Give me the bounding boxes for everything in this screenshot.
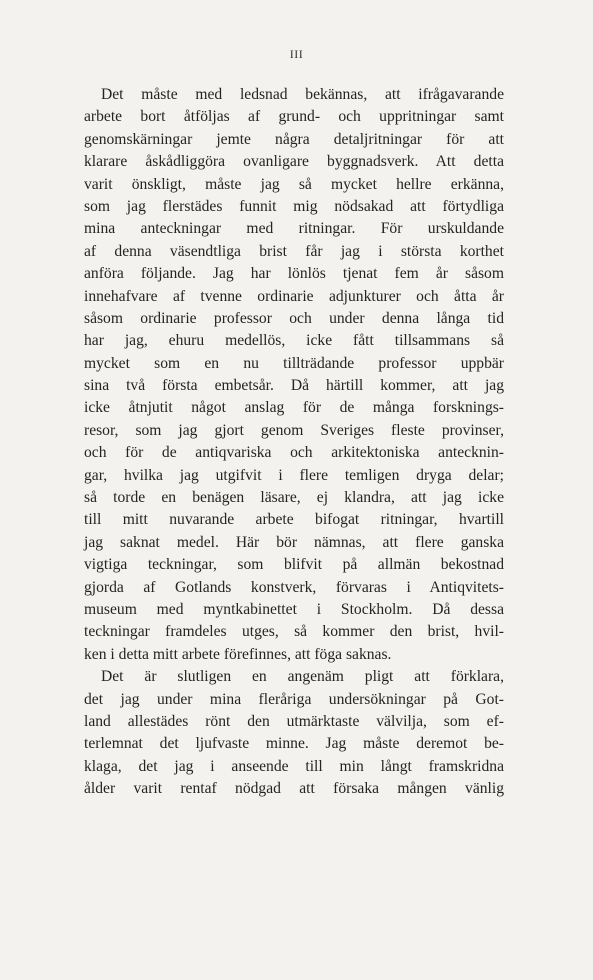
text-line: gjorda af Gotlands konstverk, förvaras i Antiqvitets- [84,578,504,596]
text-line: land allestädes rönt den utmärktaste välvilja, som ef- [84,712,504,730]
text-line: mina anteckningar med ritningar. För urskuldande [84,220,504,238]
text-line: vigtiga teckningar, som blifvit på allmän bekostnad [84,556,504,574]
text-line: anföra följande. Jag har lönlös tjenat fem år såsom [84,265,504,283]
text-line: icke åtnjutit något anslag för de många forsknings- [84,399,504,417]
text-line: så torde en benägen läsare, ej klandra, att jag icke [84,489,504,507]
text-line: till mitt nuvarande arbete bifogat ritningar, hvartill [84,511,504,529]
text-line: gar, hvilka jag utgifvit i flere temligen dryga delar; [84,466,504,484]
text-line: ålder varit rentaf nödgad att försaka mången vänlig [84,780,504,798]
text-line: såsom ordinarie professor och under denna långa tid [84,309,504,327]
text-line: och för de antiqvariska och arkitektoniska antecknin- [84,444,504,462]
text-line: innehafvare af tvenne ordinarie adjunkturer och åtta år [84,287,504,305]
text-line: ken i detta mitt arbete förefinnes, att föga saknas. [84,645,392,663]
text-line: varit önskligt, måste jag så mycket hellre erkänna, [84,175,504,193]
text-line: teckningar framdeles utges, så kommer den brist, hvil- [84,623,504,641]
text-line: jag saknat medel. Här bör nämnas, att flere ganska [84,533,504,551]
text-line: resor, som jag gjort genom Sveriges fleste provinser, [84,421,504,439]
text-line: klaga, det jag i anseende till min långt framskridna [84,757,504,775]
text-line: det jag under mina fleråriga undersökningar på Got- [84,690,504,708]
text-line: sina två första embetsår. Då härtill kommer, att jag [84,377,504,395]
text-line: Det är slutligen en angenäm pligt att förklara, [101,668,504,686]
text-line: mycket som en nu tillträdande professor uppbär [84,354,504,372]
text-line: klarare åskådliggöra ovanligare byggnadsverk. Att detta [84,153,504,171]
text-line: Det måste med ledsnad bekännas, att ifrågavarande [101,86,504,103]
page-number: III [289,47,304,61]
body-text [84,84,504,801]
text-line: museum med myntkabinettet i Stockholm. Då dessa [84,600,504,618]
text-line: har jag, ehuru medellös, icke fått tillsammans så [84,332,504,350]
text-line: arbete bort åtföljas af grund- och uppritningar samt [84,108,504,126]
text-line: af denna väsendtliga brist får jag i största korthet [84,242,504,260]
text-line: genomskärningar jemte några detaljritningar för att [84,130,504,148]
text-line: som jag flerstädes funnit mig nödsakad att förtydliga [84,197,504,215]
text-line: terlemnat det ljufvaste minne. Jag måste deremot be- [84,735,504,753]
